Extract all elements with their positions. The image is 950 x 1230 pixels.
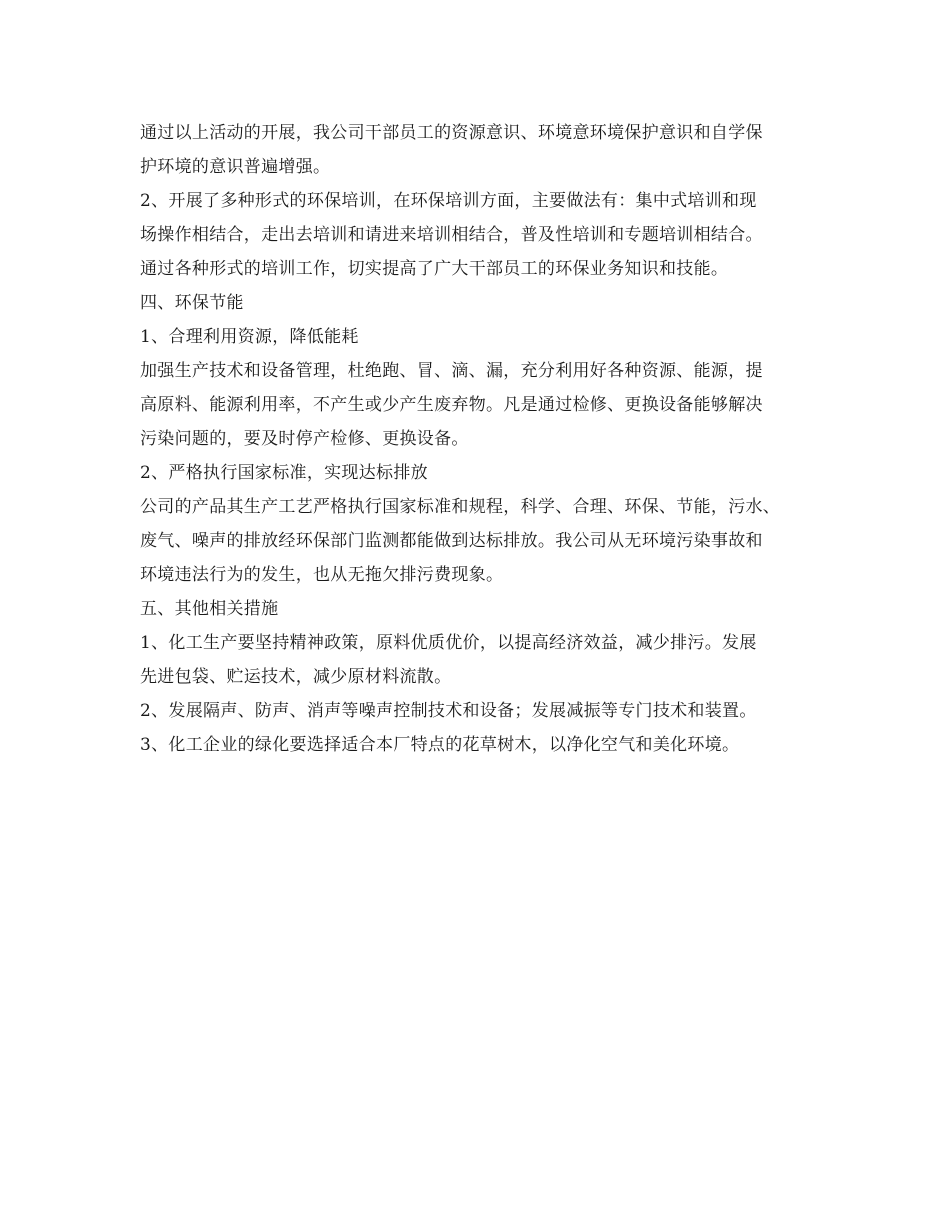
paragraph-line: 场操作相结合，走出去培训和请进来培训相结合，普及性培训和专题培训相结合。 <box>140 225 763 245</box>
subsection-heading: 2、严格执行国家标准，实现达标排放 <box>140 463 428 483</box>
paragraph-line: 加强生产技术和设备管理，杜绝跑、冒、滴、漏，充分利用好各种资源、能源，提 <box>140 361 763 381</box>
paragraph-line: 高原料、能源利用率，不产生或少产生废弃物。凡是通过检修、更换设备能够解决 <box>140 395 763 415</box>
list-item-line: 3、化工企业的绿化要选择适合本厂特点的花草树木，以净化空气和美化环境。 <box>140 735 740 755</box>
list-item-line: 2、发展隔声、防声、消声等噪声控制技术和设备；发展减振等专门技术和装置。 <box>140 701 757 721</box>
document-body <box>140 116 830 762</box>
paragraph-line: 护环境的意识普遍增强。 <box>140 157 331 177</box>
paragraph-line: 通过各种形式的培训工作，切实提高了广大干部员工的环保业务知识和技能。 <box>140 259 729 279</box>
list-item-line: 2、开展了多种形式的环保培训，在环保培训方面，主要做法有：集中式培训和现 <box>140 191 757 211</box>
paragraph-line: 废气、噪声的排放经环保部门监测都能做到达标排放。我公司从无环境污染事故和 <box>140 531 763 551</box>
subsection-heading: 1、合理利用资源，降低能耗 <box>140 327 359 347</box>
list-item-line: 1、化工生产要坚持精神政策，原料优质优价，以提高经济效益，减少排污。发展 <box>140 633 757 653</box>
section-heading: 四、环保节能 <box>140 293 244 313</box>
paragraph-line: 环境违法行为的发生，也从无拖欠排污费现象。 <box>140 565 504 585</box>
paragraph-line: 先进包袋、贮运技术，减少原材料流散。 <box>140 667 452 687</box>
section-heading: 五、其他相关措施 <box>140 599 279 619</box>
paragraph-line: 通过以上活动的开展，我公司干部员工的资源意识、环境意环境保护意识和自学保 <box>140 123 763 143</box>
paragraph-line: 污染问题的，要及时停产检修、更换设备。 <box>140 429 469 449</box>
paragraph-line: 公司的产品其生产工艺严格执行国家标准和规程，科学、合理、环保、节能，污水、 <box>140 497 781 517</box>
